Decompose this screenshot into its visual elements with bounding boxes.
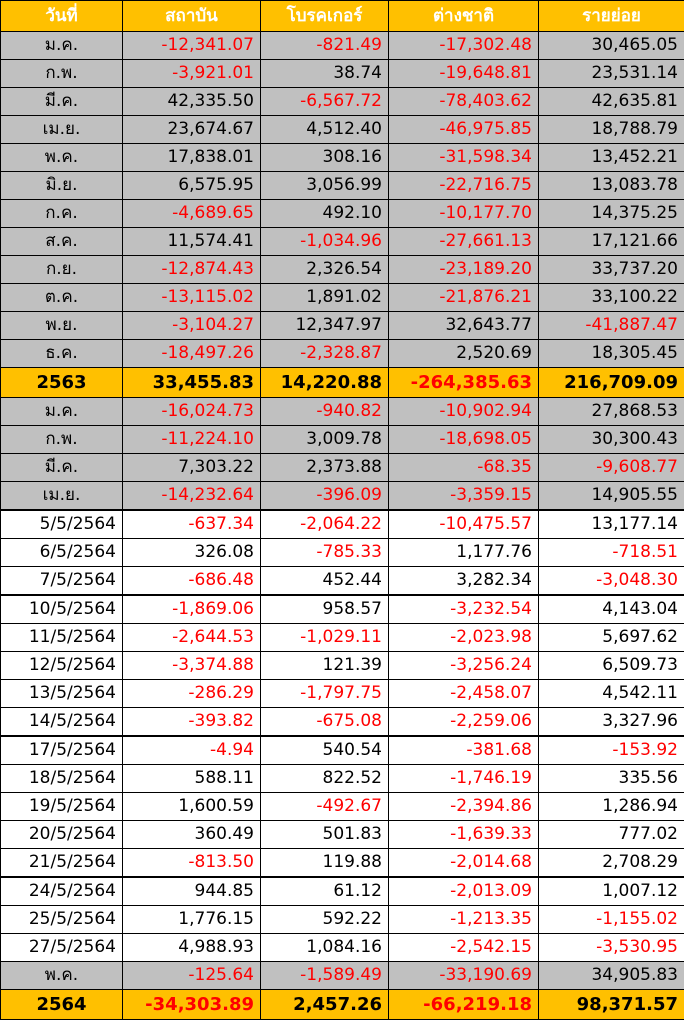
cell-broker: 958.57 [261,595,389,624]
cell-retail: 33,737.20 [539,256,684,284]
table-row [1,821,684,849]
cell-foreign: -10,475.57 [389,510,539,539]
row-date: 21/5/2564 [1,849,123,878]
cell-foreign: -46,975.85 [389,116,539,144]
month-label: ก.ย. [1,256,123,284]
cell-foreign: -1,639.33 [389,821,539,849]
cell-broker: 14,220.88 [261,368,389,398]
month-row [1,962,684,990]
table-row [1,765,684,793]
table-body [1,32,684,1020]
table-row [1,877,684,906]
cell-foreign: 3,282.34 [389,567,539,596]
cell-broker: 452.44 [261,567,389,596]
table-row [1,539,684,567]
cell-retail: 4,542.11 [539,680,684,708]
cell-foreign: 2,520.69 [389,340,539,368]
cell-foreign: -78,403.62 [389,88,539,116]
cell-foreign: -3,256.24 [389,652,539,680]
table-row [1,906,684,934]
cell-broker: -396.09 [261,482,389,511]
cell-foreign: -18,698.05 [389,426,539,454]
month-label: พ.ย. [1,312,123,340]
row-date: 12/5/2564 [1,652,123,680]
cell-institution: -11,224.10 [123,426,261,454]
year-label: 2564 [1,990,123,1020]
cell-retail: 3,327.96 [539,708,684,737]
cell-foreign: -2,023.98 [389,624,539,652]
row-date: 27/5/2564 [1,934,123,962]
cell-retail: 13,452.21 [539,144,684,172]
cell-foreign: -27,661.13 [389,228,539,256]
month-row [1,228,684,256]
table-row [1,849,684,878]
month-row [1,426,684,454]
cell-broker: 1,891.02 [261,284,389,312]
cell-institution: -12,341.07 [123,32,261,60]
cell-institution: 944.85 [123,877,261,906]
cell-institution: -3,374.88 [123,652,261,680]
cell-broker: -1,034.96 [261,228,389,256]
cell-broker: 4,512.40 [261,116,389,144]
cell-broker: -821.49 [261,32,389,60]
cell-foreign: -31,598.34 [389,144,539,172]
cell-institution: -13,115.02 [123,284,261,312]
cell-retail: 27,868.53 [539,398,684,426]
cell-broker: -1,797.75 [261,680,389,708]
header-row [1,1,684,32]
month-row [1,284,684,312]
cell-institution: -16,024.73 [123,398,261,426]
cell-institution: -18,497.26 [123,340,261,368]
total-row [1,990,684,1020]
cell-foreign: -1,746.19 [389,765,539,793]
cell-institution: 6,575.95 [123,172,261,200]
cell-retail: 777.02 [539,821,684,849]
table-row [1,567,684,596]
table-row [1,708,684,737]
month-row [1,256,684,284]
cell-foreign: -3,232.54 [389,595,539,624]
cell-foreign: -2,013.09 [389,877,539,906]
cell-institution: 588.11 [123,765,261,793]
cell-broker: -1,589.49 [261,962,389,990]
row-date: 25/5/2564 [1,906,123,934]
cell-foreign: -17,302.48 [389,32,539,60]
month-label: ก.พ. [1,60,123,88]
cell-institution: 360.49 [123,821,261,849]
cell-retail: 4,143.04 [539,595,684,624]
month-row [1,398,684,426]
cell-foreign: 32,643.77 [389,312,539,340]
cell-retail: 216,709.09 [539,368,684,398]
month-row [1,200,684,228]
table-row [1,793,684,821]
table-row [1,510,684,539]
month-row [1,482,684,511]
row-date: 19/5/2564 [1,793,123,821]
cell-foreign: -2,014.68 [389,849,539,878]
cell-retail: 1,007.12 [539,877,684,906]
cell-foreign: -2,394.86 [389,793,539,821]
table-row [1,680,684,708]
month-row [1,312,684,340]
cell-institution: -34,303.89 [123,990,261,1020]
row-date: 13/5/2564 [1,680,123,708]
cell-institution: 1,600.59 [123,793,261,821]
cell-broker: 3,009.78 [261,426,389,454]
cell-foreign: -381.68 [389,736,539,765]
month-label: ส.ค. [1,228,123,256]
cell-retail: -9,608.77 [539,454,684,482]
cell-broker: -2,328.87 [261,340,389,368]
cell-foreign: -10,902.94 [389,398,539,426]
cell-retail: 42,635.81 [539,88,684,116]
cell-broker: -675.08 [261,708,389,737]
month-label: ธ.ค. [1,340,123,368]
row-date: 11/5/2564 [1,624,123,652]
cell-retail: -1,155.02 [539,906,684,934]
cell-retail: 335.56 [539,765,684,793]
cell-foreign: -10,177.70 [389,200,539,228]
cell-institution: 42,335.50 [123,88,261,116]
cell-retail: -41,887.47 [539,312,684,340]
cell-foreign: -33,190.69 [389,962,539,990]
month-row [1,116,684,144]
row-date: 17/5/2564 [1,736,123,765]
cell-broker: 540.54 [261,736,389,765]
cell-broker: 12,347.97 [261,312,389,340]
cell-institution: -3,104.27 [123,312,261,340]
cell-broker: 2,373.88 [261,454,389,482]
row-date: 10/5/2564 [1,595,123,624]
cell-institution: -3,921.01 [123,60,261,88]
month-label: มิ.ย. [1,172,123,200]
cell-retail: 6,509.73 [539,652,684,680]
cell-retail: 14,375.25 [539,200,684,228]
cell-retail: 5,697.62 [539,624,684,652]
table-row [1,934,684,962]
cell-broker: 119.88 [261,849,389,878]
cell-institution: 7,303.22 [123,454,261,482]
month-row [1,340,684,368]
month-label: เม.ย. [1,482,123,511]
month-label: มี.ค. [1,88,123,116]
month-row [1,88,684,116]
cell-broker: -940.82 [261,398,389,426]
cell-broker: -6,567.72 [261,88,389,116]
cell-institution: 17,838.01 [123,144,261,172]
header-institution: สถาบัน [123,1,261,32]
row-date: 18/5/2564 [1,765,123,793]
row-date: 14/5/2564 [1,708,123,737]
cell-broker: -2,064.22 [261,510,389,539]
header-retail: รายย่อย [539,1,684,32]
cell-institution: -14,232.64 [123,482,261,511]
row-date: 20/5/2564 [1,821,123,849]
cell-retail: 13,177.14 [539,510,684,539]
month-label: ก.ค. [1,200,123,228]
cell-broker: -785.33 [261,539,389,567]
cell-foreign: 1,177.76 [389,539,539,567]
cell-institution: -4,689.65 [123,200,261,228]
cell-institution: 23,674.67 [123,116,261,144]
cell-foreign: -2,259.06 [389,708,539,737]
table-row [1,595,684,624]
cell-retail: 17,121.66 [539,228,684,256]
header-foreign: ต่างชาติ [389,1,539,32]
table-header [1,1,684,32]
cell-broker: 121.39 [261,652,389,680]
cell-institution: -686.48 [123,567,261,596]
cell-foreign: -264,385.63 [389,368,539,398]
cell-institution: 11,574.41 [123,228,261,256]
month-label: ม.ค. [1,32,123,60]
cell-broker: 501.83 [261,821,389,849]
cell-institution: -125.64 [123,962,261,990]
cell-retail: 23,531.14 [539,60,684,88]
month-row [1,32,684,60]
cell-institution: -393.82 [123,708,261,737]
month-label: มี.ค. [1,454,123,482]
cell-foreign: -1,213.35 [389,906,539,934]
cell-foreign: -21,876.21 [389,284,539,312]
cell-foreign: -22,716.75 [389,172,539,200]
cell-foreign: -19,648.81 [389,60,539,88]
month-label: เม.ย. [1,116,123,144]
cell-broker: 1,084.16 [261,934,389,962]
cell-broker: -492.67 [261,793,389,821]
cell-broker: 822.52 [261,765,389,793]
cell-foreign: -2,542.15 [389,934,539,962]
cell-retail: 33,100.22 [539,284,684,312]
cell-broker: 61.12 [261,877,389,906]
header-date: วันที่ [1,1,123,32]
cell-broker: 492.10 [261,200,389,228]
cell-foreign: -66,219.18 [389,990,539,1020]
month-label: ม.ค. [1,398,123,426]
month-row [1,172,684,200]
row-date: 6/5/2564 [1,539,123,567]
cell-foreign: -23,189.20 [389,256,539,284]
cell-retail: 98,371.57 [539,990,684,1020]
cell-institution: -1,869.06 [123,595,261,624]
cell-institution: 1,776.15 [123,906,261,934]
cell-institution: -813.50 [123,849,261,878]
cell-retail: -3,530.95 [539,934,684,962]
header-broker: โบรคเกอร์ [261,1,389,32]
cell-retail: -718.51 [539,539,684,567]
cell-institution: 326.08 [123,539,261,567]
month-label: พ.ค. [1,144,123,172]
row-date: 5/5/2564 [1,510,123,539]
cell-retail: 2,708.29 [539,849,684,878]
cell-institution: -637.34 [123,510,261,539]
year-label: 2563 [1,368,123,398]
cell-institution: -2,644.53 [123,624,261,652]
month-label: พ.ค. [1,962,123,990]
table-row [1,736,684,765]
month-row [1,454,684,482]
cell-broker: 592.22 [261,906,389,934]
cell-retail: 14,905.55 [539,482,684,511]
cell-institution: -286.29 [123,680,261,708]
cell-retail: -3,048.30 [539,567,684,596]
cell-retail: 1,286.94 [539,793,684,821]
cell-retail: 34,905.83 [539,962,684,990]
cell-retail: 18,305.45 [539,340,684,368]
cell-retail: -153.92 [539,736,684,765]
cell-institution: 33,455.83 [123,368,261,398]
cell-retail: 30,465.05 [539,32,684,60]
cell-institution: -12,874.43 [123,256,261,284]
cell-institution: 4,988.93 [123,934,261,962]
cell-broker: 38.74 [261,60,389,88]
cell-foreign: -2,458.07 [389,680,539,708]
cell-foreign: -68.35 [389,454,539,482]
row-date: 24/5/2564 [1,877,123,906]
cell-broker: -1,029.11 [261,624,389,652]
cell-broker: 308.16 [261,144,389,172]
month-label: ต.ค. [1,284,123,312]
cell-foreign: -3,359.15 [389,482,539,511]
month-row [1,60,684,88]
cell-retail: 30,300.43 [539,426,684,454]
row-date: 7/5/2564 [1,567,123,596]
month-label: ก.พ. [1,426,123,454]
cell-retail: 18,788.79 [539,116,684,144]
table-row [1,624,684,652]
cell-institution: -4.94 [123,736,261,765]
cell-broker: 2,326.54 [261,256,389,284]
table-row [1,652,684,680]
month-row [1,144,684,172]
cell-broker: 3,056.99 [261,172,389,200]
cell-broker: 2,457.26 [261,990,389,1020]
total-row [1,368,684,398]
cell-retail: 13,083.78 [539,172,684,200]
